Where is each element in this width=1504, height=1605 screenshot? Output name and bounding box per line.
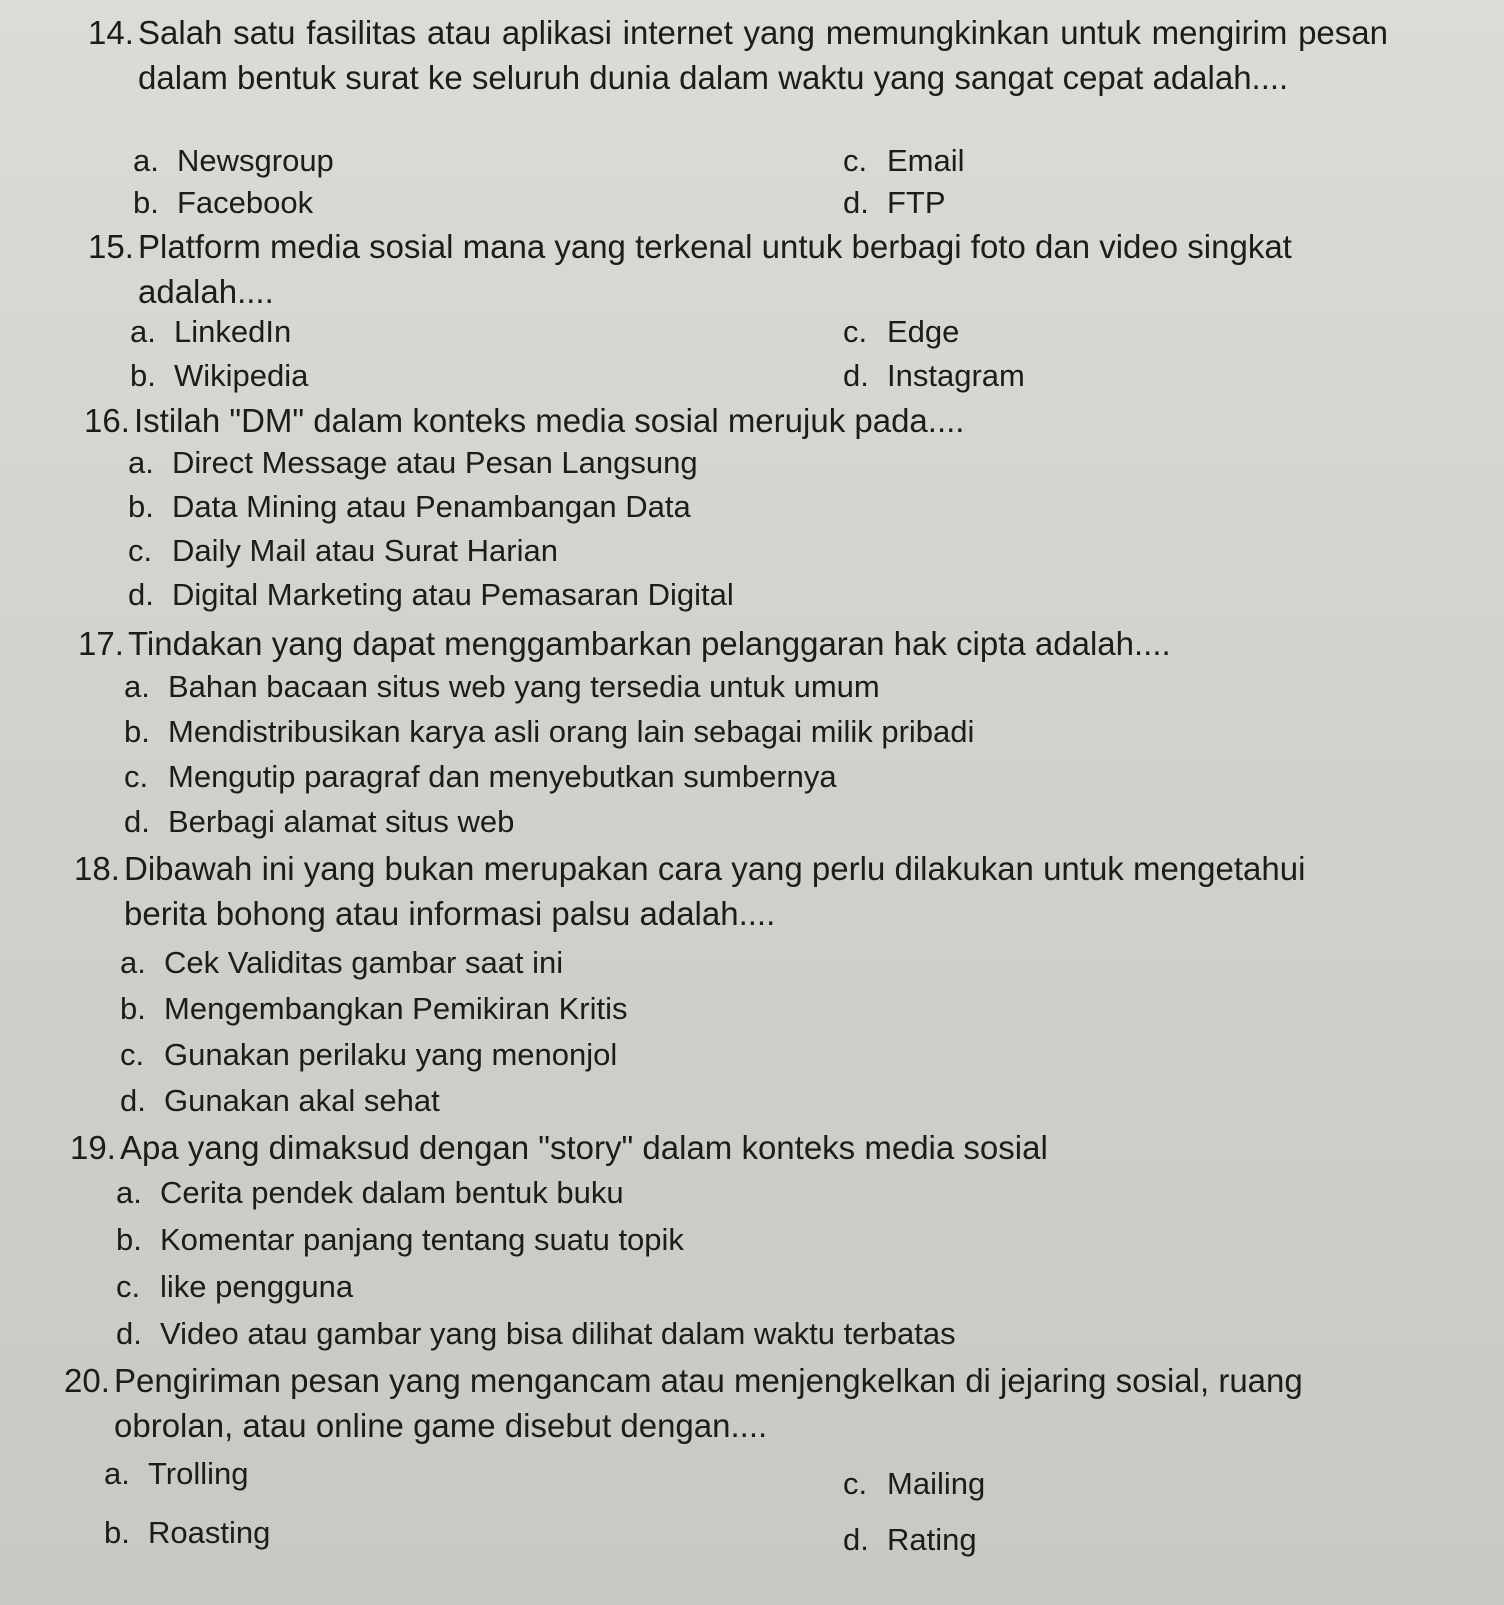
option-19a: a. Cerita pendek dalam bentuk buku [116, 1175, 624, 1210]
option-20c: c. Mailing [843, 1466, 986, 1501]
question-number: 18. [74, 850, 120, 887]
question-text: Dibawah ini yang bukan merupakan cara yang perlu dilakukan untuk mengetahui berita bohong atau informasi palsu adalah.... [124, 850, 1306, 932]
question-16 [84, 398, 1384, 443]
option-16d: d. Digital Marketing atau Pemasaran Digital [128, 577, 734, 612]
option-15d: d. Instagram [843, 358, 1025, 393]
option-17d: d. Berbagi alamat situs web [124, 804, 515, 839]
question-number: 16. [84, 402, 130, 439]
option-17a: a. Bahan bacaan situs web yang tersedia untuk umum [124, 669, 880, 704]
option-16c: c. Daily Mail atau Surat Harian [128, 533, 558, 568]
question-text: Pengiriman pesan yang mengancam atau menjengkelkan di jejaring sosial, ruang obrolan, atau online game disebut dengan.... [114, 1362, 1303, 1444]
question-text: Salah satu fasilitas atau aplikasi internet yang memungkinkan untuk mengirim pesan dalam bentuk surat ke seluruh dunia dalam waktu yang sangat cepat adalah.... [138, 14, 1388, 96]
question-number: 20. [64, 1362, 110, 1399]
question-number: 15. [88, 228, 134, 265]
question-text: Tindakan yang dapat menggambarkan pelanggaran hak cipta adalah.... [128, 625, 1171, 662]
option-19d: d. Video atau gambar yang bisa dilihat dalam waktu terbatas [116, 1316, 956, 1351]
question-text: Platform media sosial mana yang terkenal untuk berbagi foto dan video singkat adalah.... [138, 228, 1292, 310]
option-18c: c. Gunakan perilaku yang menonjol [120, 1037, 618, 1072]
option-20a: a. Trolling [104, 1456, 249, 1491]
option-14c: c. Email [843, 143, 965, 178]
question-number: 17. [78, 625, 124, 662]
option-15c: c. Edge [843, 314, 960, 349]
option-15a: a. LinkedIn [130, 314, 292, 349]
option-16a: a. Direct Message atau Pesan Langsung [128, 445, 698, 480]
question-number: 19. [70, 1129, 116, 1166]
question-14 [88, 10, 1388, 100]
option-14d: d. FTP [843, 185, 946, 220]
option-17c: c. Mengutip paragraf dan menyebutkan sumbernya [124, 759, 837, 794]
option-15b: b. Wikipedia [130, 358, 309, 393]
option-17b: b. Mendistribusikan karya asli orang lain sebagai milik pribadi [124, 714, 975, 749]
option-20d: d. Rating [843, 1522, 977, 1557]
question-number: 14. [88, 14, 134, 51]
question-18 [74, 846, 1394, 936]
question-20 [64, 1358, 1404, 1448]
option-19b: b. Komentar panjang tentang suatu topik [116, 1222, 684, 1257]
question-19 [70, 1125, 1390, 1170]
option-19c: c. like pengguna [116, 1269, 354, 1304]
question-17 [78, 621, 1398, 666]
option-14a: a. Newsgroup [133, 143, 334, 178]
option-18b: b. Mengembangkan Pemikiran Kritis [120, 991, 628, 1026]
option-20b: b. Roasting [104, 1515, 271, 1550]
option-14b: b. Facebook [133, 185, 314, 220]
option-18d: d. Gunakan akal sehat [120, 1083, 440, 1118]
question-text: Istilah "DM" dalam konteks media sosial merujuk pada.... [134, 402, 965, 439]
question-15 [88, 224, 1378, 314]
option-18a: a. Cek Validitas gambar saat ini [120, 945, 564, 980]
option-16b: b. Data Mining atau Penambangan Data [128, 489, 691, 524]
question-text: Apa yang dimaksud dengan "story" dalam konteks media sosial [120, 1129, 1048, 1166]
